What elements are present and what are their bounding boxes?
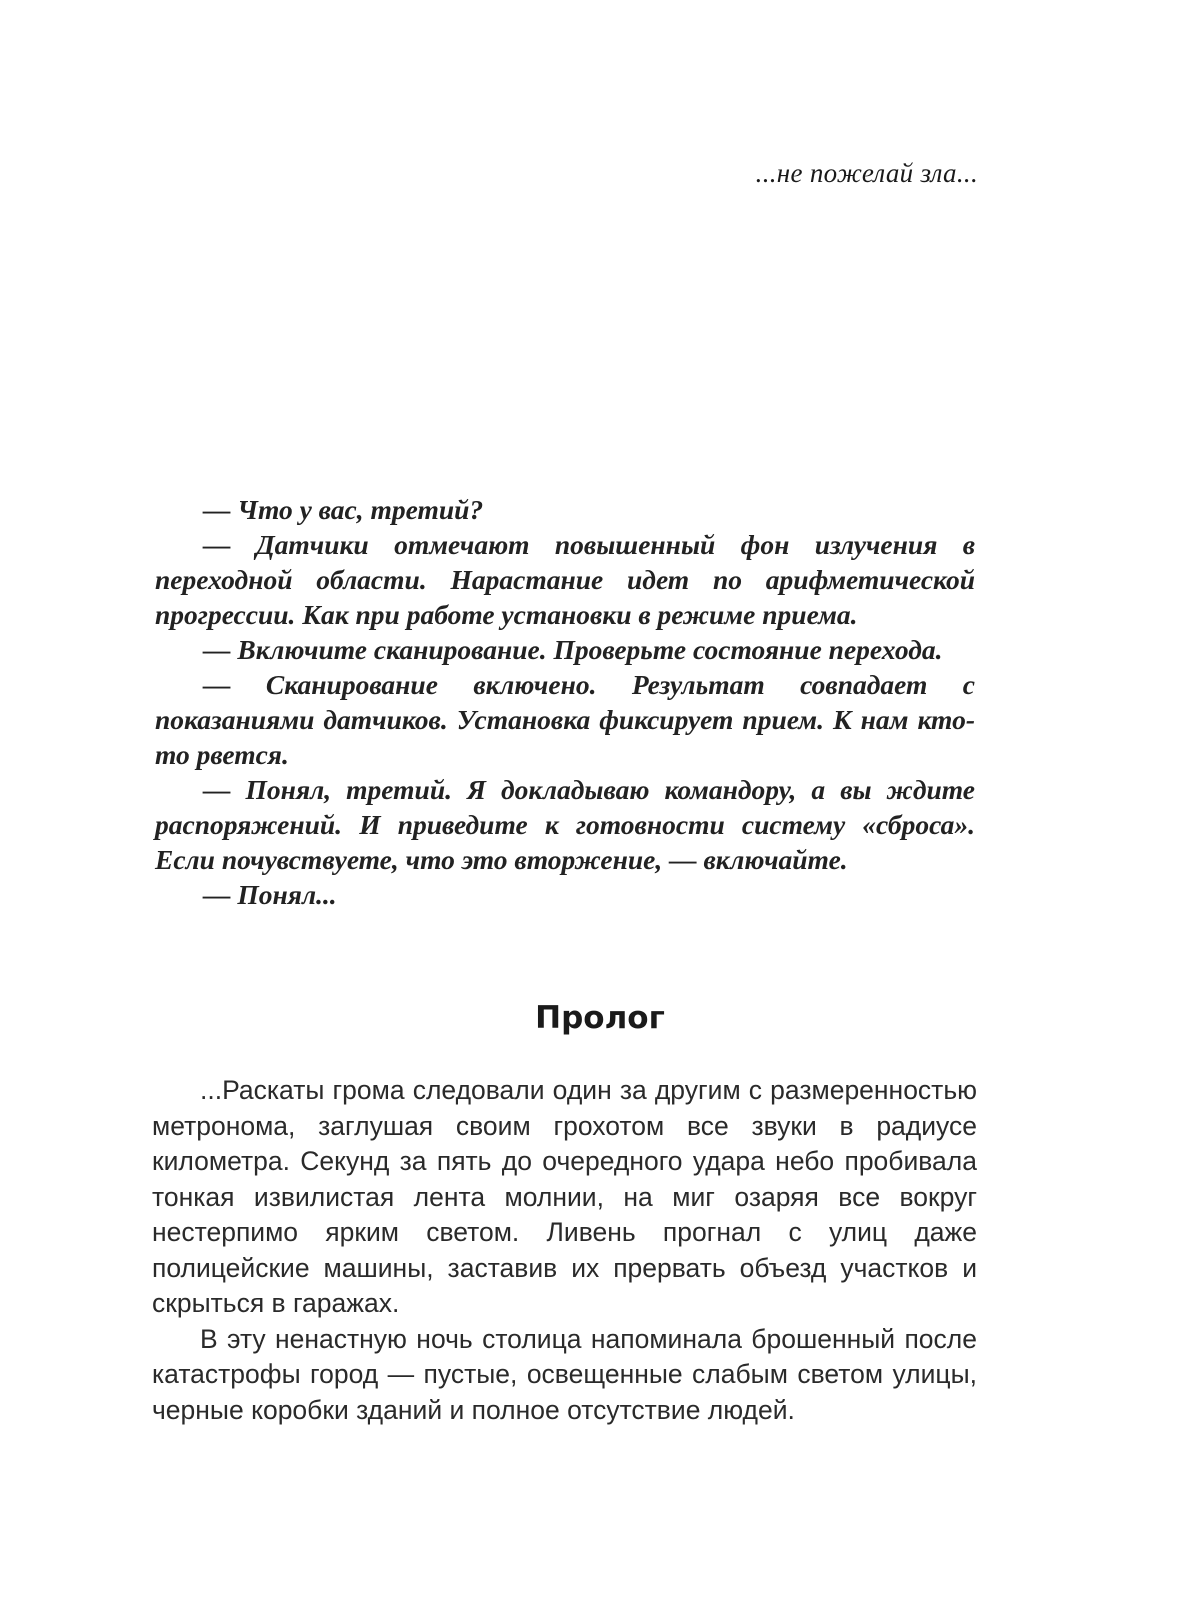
- paragraph: ...Раскаты грома следовали один за другим с размеренностью метронома, заглушая своим грохотом все звуки в радиусе километра. Секунд за пять до очередного удара небо пробивала тонкая извилистая лента молнии, на миг озаряя все вокруг нестерпимо ярким светом. Ливень прогнал с улиц даже полицейские машины, заставив их прервать объезд участков и скрыться в гаражах.: [152, 1075, 977, 1318]
- paragraph: В эту ненастную ночь столица напоминала брошенный после катастрофы город — пустые, освещенные слабым светом улицы, черные коробки зданий и полное отсутствие людей.: [152, 1323, 977, 1425]
- dialogue-line: — Датчики отмечают повышенный фон излучения в переходной области. Нарастание идет по арифметической прогрессии. Как при работе установки в режиме приема.: [155, 529, 975, 630]
- epigraph: ...не пожелай зла...: [755, 158, 978, 188]
- dialogue-line: — Включите сканирование. Проверьте состояние перехода.: [203, 634, 943, 665]
- prologue-text: [152, 1073, 977, 1428]
- dialogue-block: [155, 492, 975, 912]
- dialogue-line: — Сканирование включено. Результат совпадает с показаниями датчиков. Установка фиксирует прием. К нам кто-то рвется.: [155, 669, 975, 770]
- chapter-title: Пролог: [535, 1000, 665, 1036]
- dialogue-line: — Понял, третий. Я докладываю командору, а вы ждите распоряжений. И приведите к готовности систему «сброса». Если почувствуете, что это вторжение, — включайте.: [155, 774, 975, 875]
- dialogue-line: — Что у вас, третий?: [203, 494, 484, 525]
- dialogue-line: — Понял...: [203, 879, 337, 910]
